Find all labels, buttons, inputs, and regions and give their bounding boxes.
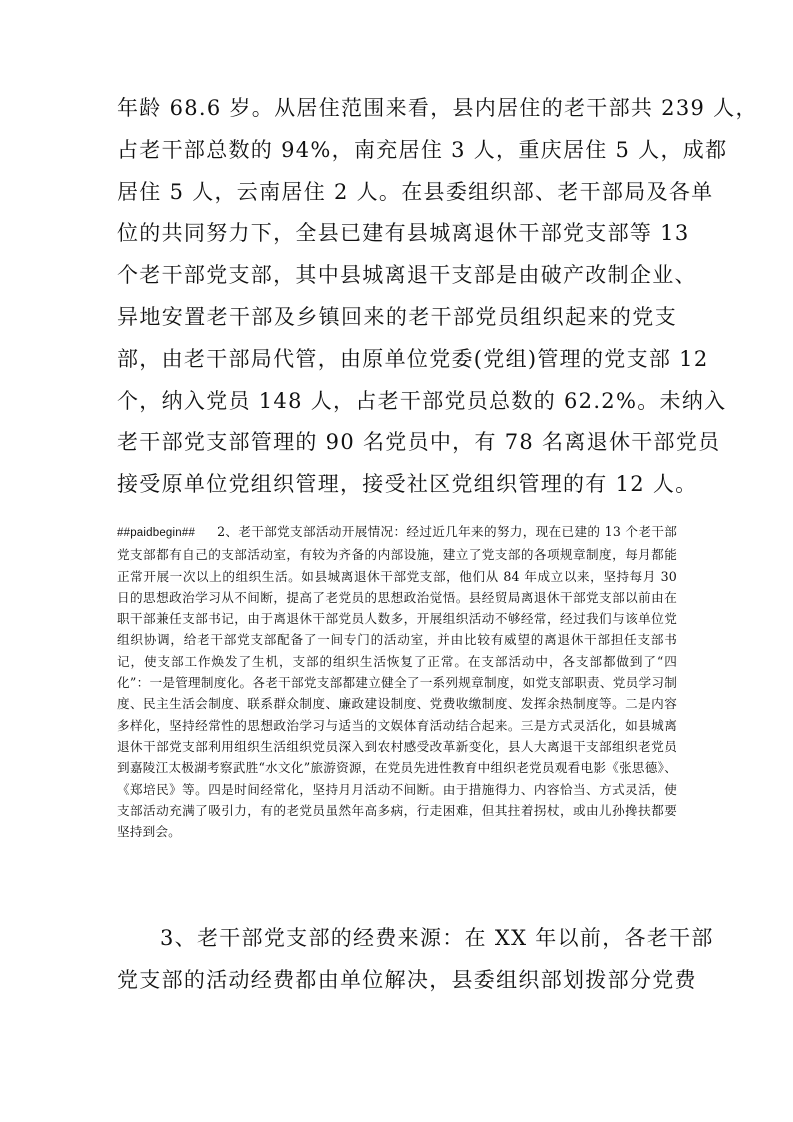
text-line: 居住 5 人，云南居住 2 人。在县委组织部、老干部局及各单 — [117, 179, 714, 204]
paragraph-2-text: 2、老干部党支部活动开展情况：经过近几年来的努力，现在已建的 13 个老干部党支部都有自己的支部活动室，有较为齐备的内部设施，建立了党支部的各项规章制度，每月都能正常开展一次以上的组织生活。如县城离退休干部党支部，他们从 84 年成立以来，坚持每月 30 日的思想政治学习从不间断，提高了老党员的思想政治觉悟。县经贸局离退休干部党支部以前由在职干部兼任支部书记，由于离退休干部党员人数多，开展组织活动不够经常，经过我们与该单位党组织协调，给老干部党支部配备了一间专门的活动室，并由比较有威望的离退休干部担任支部书记，使支部工作焕发了生机，支部的组织生活恢复了正常。在支部活动中，各支部都做到了“四化”：一是管理制度化。各老干部党支部都建立健全了一系列规章制度，如党支部职责、党员学习制度、民主生活会制度、联系群众制度、廉政建设制度、党费收缴制度、发挥余热制度等。二是内容多样化，坚持经常性的思想政治学习与适当的文娱体育活动结合起来。三是方式灵活化，如县城离退休干部党支部利用组织生活组织党员深入到农村感受改革新变化，县人大离退干支部组织老党员到嘉陵江太极湖考察武胜“水文化”旅游资源，在党员先进性教育中组织老党员观看电影《张思德》、《郑培民》等。四是时间经常化，坚持月月活动不间断。由于措施得力、内容恰当、方式灵活，使支部活动充满了吸引力，有的老党员虽然年高多病，行走困难，但其拄着拐杖，或由儿孙搀扶都要坚持到会。 — [117, 524, 677, 840]
text-line: 部，由老干部局代管，由原单位党委(党组)管理的党支部 12 — [117, 346, 709, 371]
text-line: 个老干部党支部，其中县城离退干支部是由破产改制企业、 — [117, 263, 697, 288]
paragraph-3 — [117, 918, 714, 1002]
paragraph-1 — [117, 88, 758, 506]
text-line: 占老干部总数的 94%，南充居住 3 人，重庆居住 5 人，成都 — [117, 137, 728, 162]
text-line: 年龄 68.6 岁。从居住范围来看，县内居住的老干部共 239 人， — [117, 96, 758, 120]
text-line: 老干部党支部管理的 90 名党员中，有 78 名离退休干部党员 — [117, 430, 721, 455]
text-line: 接受原单位党组织管理，接受社区党组织管理的有 12 人。 — [117, 472, 698, 497]
text-line — [117, 918, 714, 960]
text-line: 异地安置老干部及乡镇回来的老干部党员组织起来的党支 — [117, 304, 677, 329]
text-line-content: 3、老干部党支部的经费来源：在 XX 年以前，各老干部 — [160, 926, 714, 950]
paid-marker: ##paidbegin## — [117, 527, 196, 539]
paragraph-2 — [117, 521, 677, 842]
text-line: 党支部的活动经费都由单位解决，县委组织部划拨部分党费 — [117, 967, 697, 992]
text-line: 位的共同努力下，全县已建有县城离退休干部党支部等 13 — [117, 221, 690, 246]
text-line: 个，纳入党员 148 人，占老干部党员总数的 62.2%。未纳入 — [117, 388, 727, 413]
